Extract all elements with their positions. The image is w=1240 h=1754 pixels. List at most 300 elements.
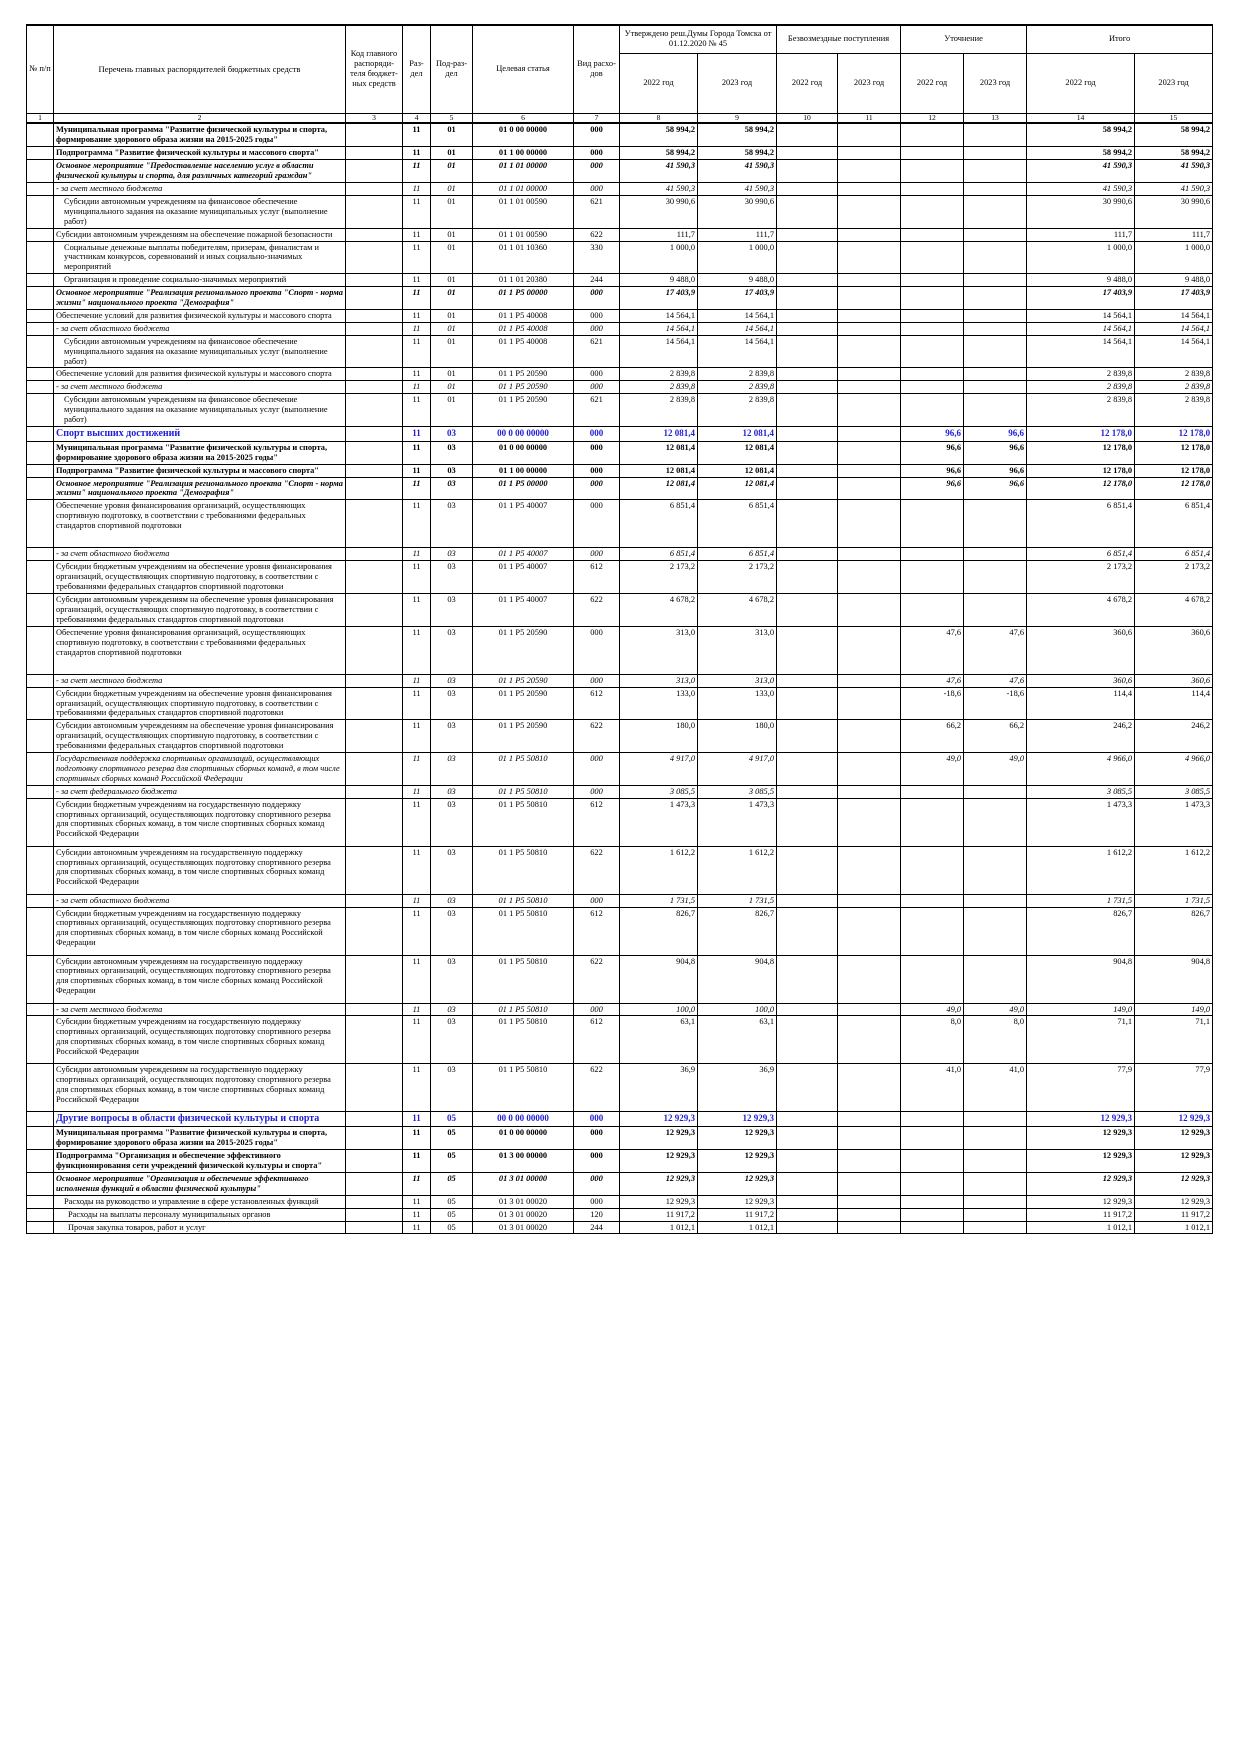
cell-podrazdel: 01 <box>431 274 473 287</box>
cell-refine-2022 <box>901 500 964 548</box>
table-row <box>27 753 1213 786</box>
cell-razdel: 11 <box>403 687 431 720</box>
table-row <box>27 1208 1213 1221</box>
cell-free-2023 <box>838 626 901 674</box>
cell-expense: 000 <box>574 322 620 335</box>
cell-podrazdel: 01 <box>431 335 473 368</box>
cell-approved-2023: 3 085,5 <box>698 785 777 798</box>
cell-total-2023: 2 839,8 <box>1135 381 1213 394</box>
cell-razdel: 11 <box>403 287 431 310</box>
table-row <box>27 1150 1213 1173</box>
cell-name: Субсидии автономным учреждениям на государственную поддержку спортивных организаций, осуществляющих подготовку спортивного резерва для спортивных сборных команд, в том числе спортивных сборных команд Российской Федерации <box>54 846 346 894</box>
cell-approved-2023: 9 488,0 <box>698 274 777 287</box>
cell-approved-2022: 41 590,3 <box>620 182 698 195</box>
cell-name: Субсидии автономным учреждениям на финансовое обеспечение муниципального задания на оказание муниципальных услуг (выполнение работ) <box>54 195 346 228</box>
cell-code <box>346 548 403 561</box>
table-row <box>27 228 1213 241</box>
table-row <box>27 322 1213 335</box>
cell-refine-2023 <box>964 368 1027 381</box>
cell-total-2022: 71,1 <box>1027 1016 1135 1064</box>
cell-expense: 330 <box>574 241 620 274</box>
colnum: 1 <box>27 113 54 123</box>
table-row <box>27 368 1213 381</box>
cell-target: 01 3 01 00020 <box>473 1195 574 1208</box>
cell-name: Муниципальная программа "Развитие физической культуры и спорта, формирование здорового образа жизни на 2015-2025 годы" <box>54 123 346 146</box>
cell-refine-2023 <box>964 309 1027 322</box>
cell-free-2022 <box>777 753 838 786</box>
cell-name: Субсидии бюджетным учреждениям на государственную поддержку спортивных организаций, осуществляющих подготовку спортивного резерва для спортивных сборных команд, в том числе спортивных сборных команд Российской Федерации <box>54 798 346 846</box>
cell-refine-2022 <box>901 1208 964 1221</box>
cell-razdel: 11 <box>403 441 431 464</box>
cell-name: Основное мероприятие "Предоставление населению услуг в области физической культуры и спорта, для различных категорий граждан" <box>54 160 346 183</box>
table-row <box>27 195 1213 228</box>
colnum: 3 <box>346 113 403 123</box>
cell-free-2023 <box>838 561 901 594</box>
cell-free-2023 <box>838 322 901 335</box>
cell-free-2023 <box>838 182 901 195</box>
cell-code <box>346 287 403 310</box>
cell-free-2023 <box>838 753 901 786</box>
colnum: 9 <box>698 113 777 123</box>
cell-free-2022 <box>777 309 838 322</box>
cell-free-2023 <box>838 368 901 381</box>
cell-code <box>346 1208 403 1221</box>
cell-name: Субсидии бюджетным учреждениям на обеспечение уровня финансирования организаций, осуществляющих спортивную подготовку, в соответствии с требованиями федеральных стандартов спортивной подготовки <box>54 561 346 594</box>
colnum: 8 <box>620 113 698 123</box>
cell-refine-2023 <box>964 228 1027 241</box>
cell-total-2023: 2 839,8 <box>1135 368 1213 381</box>
cell-approved-2023: 63,1 <box>698 1016 777 1064</box>
cell-code <box>346 335 403 368</box>
cell-approved-2022: 313,0 <box>620 674 698 687</box>
cell-refine-2022: 49,0 <box>901 753 964 786</box>
cell-code <box>346 785 403 798</box>
cell-expense: 621 <box>574 195 620 228</box>
cell-free-2022 <box>777 274 838 287</box>
cell-free-2022 <box>777 548 838 561</box>
cell-podrazdel: 03 <box>431 955 473 1003</box>
cell-total-2023: 12 178,0 <box>1135 477 1213 500</box>
cell-refine-2022: 41,0 <box>901 1064 964 1112</box>
cell-free-2022 <box>777 381 838 394</box>
cell-total-2022: 30 990,6 <box>1027 195 1135 228</box>
cell-free-2022 <box>777 1172 838 1195</box>
cell-refine-2023: 96,6 <box>964 441 1027 464</box>
cell-razdel: 11 <box>403 464 431 477</box>
cell-total-2022: 6 851,4 <box>1027 500 1135 548</box>
cell-refine-2022 <box>901 195 964 228</box>
cell-total-2023: 4 966,0 <box>1135 753 1213 786</box>
cell-num <box>27 907 54 955</box>
cell-num <box>27 464 54 477</box>
cell-total-2022: 12 929,3 <box>1027 1195 1135 1208</box>
cell-num <box>27 687 54 720</box>
cell-free-2022 <box>777 626 838 674</box>
cell-refine-2022 <box>901 228 964 241</box>
cell-total-2022: 12 929,3 <box>1027 1127 1135 1150</box>
cell-total-2023: 41 590,3 <box>1135 160 1213 183</box>
cell-code <box>346 195 403 228</box>
cell-code <box>346 907 403 955</box>
cell-free-2023 <box>838 894 901 907</box>
cell-approved-2022: 4 678,2 <box>620 593 698 626</box>
cell-code <box>346 1112 403 1127</box>
cell-name: Обеспечение условий для развития физической культуры и массового спорта <box>54 309 346 322</box>
table-row <box>27 907 1213 955</box>
cell-total-2022: 1 473,3 <box>1027 798 1135 846</box>
cell-razdel: 11 <box>403 753 431 786</box>
cell-approved-2022: 313,0 <box>620 626 698 674</box>
cell-expense: 612 <box>574 798 620 846</box>
table-row <box>27 548 1213 561</box>
cell-refine-2023 <box>964 335 1027 368</box>
cell-total-2022: 4 966,0 <box>1027 753 1135 786</box>
cell-free-2022 <box>777 1208 838 1221</box>
cell-code <box>346 309 403 322</box>
cell-total-2023: 11 917,2 <box>1135 1208 1213 1221</box>
cell-total-2022: 14 564,1 <box>1027 335 1135 368</box>
cell-free-2023 <box>838 287 901 310</box>
cell-num <box>27 1150 54 1173</box>
cell-code <box>346 241 403 274</box>
cell-refine-2023: 47,6 <box>964 626 1027 674</box>
cell-free-2023 <box>838 1208 901 1221</box>
colnum: 10 <box>777 113 838 123</box>
cell-target: 01 1 Р5 20590 <box>473 381 574 394</box>
cell-target: 01 1 Р5 40007 <box>473 548 574 561</box>
cell-target: 01 1 Р5 50810 <box>473 955 574 1003</box>
cell-podrazdel: 03 <box>431 500 473 548</box>
table-row <box>27 1064 1213 1112</box>
cell-code <box>346 798 403 846</box>
cell-name: - за счет местного бюджета <box>54 1003 346 1016</box>
table-row <box>27 241 1213 274</box>
cell-razdel: 11 <box>403 1064 431 1112</box>
cell-refine-2023: 41,0 <box>964 1064 1027 1112</box>
cell-approved-2023: 58 994,2 <box>698 147 777 160</box>
cell-refine-2023 <box>964 785 1027 798</box>
header-target: Целевая статья <box>473 25 574 113</box>
cell-name: Прочая закупка товаров, работ и услуг <box>54 1221 346 1234</box>
cell-razdel: 11 <box>403 1112 431 1127</box>
cell-num <box>27 720 54 753</box>
cell-approved-2022: 1 000,0 <box>620 241 698 274</box>
cell-podrazdel: 03 <box>431 441 473 464</box>
cell-free-2022 <box>777 1195 838 1208</box>
colnum: 14 <box>1027 113 1135 123</box>
cell-target: 01 1 01 00590 <box>473 195 574 228</box>
cell-approved-2022: 904,8 <box>620 955 698 1003</box>
cell-total-2022: 360,6 <box>1027 626 1135 674</box>
cell-razdel: 11 <box>403 1016 431 1064</box>
cell-code <box>346 846 403 894</box>
cell-num <box>27 368 54 381</box>
cell-approved-2023: 12 929,3 <box>698 1172 777 1195</box>
cell-expense: 612 <box>574 907 620 955</box>
cell-podrazdel: 03 <box>431 720 473 753</box>
cell-total-2023: 12 929,3 <box>1135 1112 1213 1127</box>
cell-free-2022 <box>777 147 838 160</box>
cell-approved-2023: 6 851,4 <box>698 500 777 548</box>
cell-razdel: 11 <box>403 477 431 500</box>
cell-free-2023 <box>838 228 901 241</box>
cell-target: 01 1 01 00590 <box>473 228 574 241</box>
cell-total-2022: 2 839,8 <box>1027 368 1135 381</box>
cell-refine-2023: 96,6 <box>964 464 1027 477</box>
colnum: 7 <box>574 113 620 123</box>
cell-refine-2022 <box>901 287 964 310</box>
cell-num <box>27 1172 54 1195</box>
cell-free-2022 <box>777 182 838 195</box>
cell-approved-2022: 12 081,4 <box>620 477 698 500</box>
cell-refine-2022 <box>901 160 964 183</box>
cell-approved-2023: 41 590,3 <box>698 182 777 195</box>
cell-refine-2022: 47,6 <box>901 626 964 674</box>
cell-razdel: 11 <box>403 626 431 674</box>
header-code: Код главного распоряди-теля бюджет-ных средств <box>346 25 403 113</box>
cell-num <box>27 1221 54 1234</box>
cell-approved-2023: 1 012,1 <box>698 1221 777 1234</box>
cell-total-2023: 17 403,9 <box>1135 287 1213 310</box>
cell-target: 01 1 Р5 20590 <box>473 368 574 381</box>
cell-razdel: 11 <box>403 548 431 561</box>
cell-free-2022 <box>777 846 838 894</box>
cell-expense: 000 <box>574 160 620 183</box>
cell-total-2023: 1 012,1 <box>1135 1221 1213 1234</box>
cell-podrazdel: 03 <box>431 1003 473 1016</box>
cell-approved-2022: 1 012,1 <box>620 1221 698 1234</box>
cell-podrazdel: 01 <box>431 182 473 195</box>
cell-free-2023 <box>838 907 901 955</box>
cell-total-2022: 246,2 <box>1027 720 1135 753</box>
cell-podrazdel: 03 <box>431 477 473 500</box>
cell-total-2022: 2 839,8 <box>1027 394 1135 427</box>
cell-podrazdel: 05 <box>431 1112 473 1127</box>
cell-razdel: 11 <box>403 322 431 335</box>
cell-expense: 622 <box>574 593 620 626</box>
cell-podrazdel: 01 <box>431 228 473 241</box>
cell-podrazdel: 05 <box>431 1127 473 1150</box>
cell-num <box>27 274 54 287</box>
cell-expense: 622 <box>574 846 620 894</box>
cell-approved-2022: 2 839,8 <box>620 394 698 427</box>
cell-free-2023 <box>838 955 901 1003</box>
cell-razdel: 11 <box>403 907 431 955</box>
cell-num <box>27 785 54 798</box>
cell-razdel: 11 <box>403 394 431 427</box>
cell-total-2022: 77,9 <box>1027 1064 1135 1112</box>
cell-approved-2022: 12 081,4 <box>620 427 698 442</box>
cell-refine-2023 <box>964 548 1027 561</box>
cell-approved-2023: 100,0 <box>698 1003 777 1016</box>
cell-podrazdel: 03 <box>431 464 473 477</box>
cell-name: Обеспечение уровня финансирования организаций, осуществляющих спортивную подготовку, в соответствии с требованиями федеральных стандартов спортивной подготовки <box>54 626 346 674</box>
cell-num <box>27 322 54 335</box>
cell-free-2022 <box>777 894 838 907</box>
cell-expense: 000 <box>574 309 620 322</box>
cell-expense: 612 <box>574 561 620 594</box>
cell-free-2023 <box>838 1112 901 1127</box>
cell-expense: 622 <box>574 955 620 1003</box>
cell-name: Обеспечение условий для развития физической культуры и массового спорта <box>54 368 346 381</box>
cell-code <box>346 1150 403 1173</box>
cell-target: 01 1 01 20380 <box>473 274 574 287</box>
cell-free-2022 <box>777 1112 838 1127</box>
cell-code <box>346 464 403 477</box>
cell-total-2023: 1 731,5 <box>1135 894 1213 907</box>
cell-refine-2023 <box>964 798 1027 846</box>
cell-code <box>346 368 403 381</box>
cell-approved-2023: 12 929,3 <box>698 1150 777 1173</box>
cell-refine-2022 <box>901 274 964 287</box>
cell-total-2023: 30 990,6 <box>1135 195 1213 228</box>
table-row <box>27 1016 1213 1064</box>
cell-target: 01 1 Р5 40007 <box>473 500 574 548</box>
cell-free-2022 <box>777 593 838 626</box>
cell-total-2023: 149,0 <box>1135 1003 1213 1016</box>
cell-approved-2022: 1 612,2 <box>620 846 698 894</box>
cell-num <box>27 626 54 674</box>
cell-total-2022: 17 403,9 <box>1027 287 1135 310</box>
cell-free-2022 <box>777 427 838 442</box>
cell-refine-2022 <box>901 593 964 626</box>
cell-refine-2023: 47,6 <box>964 674 1027 687</box>
cell-name: Социальные денежные выплаты победителям, призерам, финалистам и участникам конкурсов, соревнований и иных социально-значимых мероприятий <box>54 241 346 274</box>
cell-podrazdel: 03 <box>431 427 473 442</box>
cell-free-2023 <box>838 548 901 561</box>
cell-expense: 000 <box>574 674 620 687</box>
table-row <box>27 720 1213 753</box>
cell-free-2023 <box>838 1195 901 1208</box>
cell-target: 01 1 Р5 40008 <box>473 322 574 335</box>
cell-approved-2023: 1 731,5 <box>698 894 777 907</box>
colnum: 4 <box>403 113 431 123</box>
cell-approved-2023: 2 173,2 <box>698 561 777 594</box>
cell-total-2022: 149,0 <box>1027 1003 1135 1016</box>
cell-target: 01 3 01 00000 <box>473 1172 574 1195</box>
cell-total-2022: 826,7 <box>1027 907 1135 955</box>
cell-approved-2022: 4 917,0 <box>620 753 698 786</box>
cell-razdel: 11 <box>403 309 431 322</box>
cell-approved-2022: 2 839,8 <box>620 368 698 381</box>
table-row <box>27 427 1213 442</box>
cell-refine-2023 <box>964 1208 1027 1221</box>
cell-target: 01 1 01 00000 <box>473 182 574 195</box>
cell-total-2022: 114,4 <box>1027 687 1135 720</box>
cell-num <box>27 241 54 274</box>
cell-total-2022: 12 178,0 <box>1027 427 1135 442</box>
cell-podrazdel: 03 <box>431 846 473 894</box>
cell-approved-2022: 58 994,2 <box>620 123 698 146</box>
cell-total-2022: 12 178,0 <box>1027 477 1135 500</box>
cell-target: 00 0 00 00000 <box>473 1112 574 1127</box>
table-header <box>27 25 1213 123</box>
cell-approved-2022: 6 851,4 <box>620 500 698 548</box>
cell-approved-2022: 14 564,1 <box>620 322 698 335</box>
table-body <box>27 123 1213 1233</box>
header-approved-2023: 2023 год <box>698 53 777 113</box>
cell-podrazdel: 01 <box>431 123 473 146</box>
cell-total-2023: 12 929,3 <box>1135 1195 1213 1208</box>
cell-razdel: 11 <box>403 1221 431 1234</box>
cell-expense: 000 <box>574 441 620 464</box>
cell-name: Подпрограмма "Развитие физической культуры и массового спорта" <box>54 147 346 160</box>
cell-approved-2023: 313,0 <box>698 674 777 687</box>
cell-total-2022: 12 929,3 <box>1027 1150 1135 1173</box>
cell-name: Субсидии бюджетным учреждениям на государственную поддержку спортивных организаций, осуществляющих подготовку спортивного резерва для спортивных сборных команд, в том числе сборных команд Российской Федерации <box>54 907 346 955</box>
cell-refine-2022: 96,6 <box>901 441 964 464</box>
cell-total-2022: 41 590,3 <box>1027 182 1135 195</box>
cell-total-2023: 77,9 <box>1135 1064 1213 1112</box>
cell-name: Субсидии автономным учреждениям на обеспечение уровня финансирования организаций, осуществляющих спортивную подготовку, в соответствии с требованиями федеральных стандартов спортивной подготовки <box>54 593 346 626</box>
cell-free-2022 <box>777 907 838 955</box>
cell-free-2023 <box>838 241 901 274</box>
table-row <box>27 441 1213 464</box>
cell-num <box>27 1016 54 1064</box>
table-row <box>27 674 1213 687</box>
table-row <box>27 1127 1213 1150</box>
cell-refine-2023: 96,6 <box>964 427 1027 442</box>
cell-approved-2023: 904,8 <box>698 955 777 1003</box>
cell-approved-2023: 14 564,1 <box>698 322 777 335</box>
cell-approved-2023: 1 473,3 <box>698 798 777 846</box>
cell-expense: 000 <box>574 1112 620 1127</box>
cell-podrazdel: 03 <box>431 1016 473 1064</box>
cell-approved-2023: 12 929,3 <box>698 1112 777 1127</box>
cell-target: 00 0 00 00000 <box>473 427 574 442</box>
cell-code <box>346 381 403 394</box>
cell-total-2022: 1 000,0 <box>1027 241 1135 274</box>
cell-approved-2022: 41 590,3 <box>620 160 698 183</box>
cell-refine-2023: -18,6 <box>964 687 1027 720</box>
cell-approved-2023: 826,7 <box>698 907 777 955</box>
cell-refine-2022 <box>901 907 964 955</box>
cell-refine-2023 <box>964 123 1027 146</box>
cell-approved-2023: 17 403,9 <box>698 287 777 310</box>
table-row <box>27 477 1213 500</box>
cell-name: Субсидии автономным учреждениям на государственную поддержку спортивных организаций, осуществляющих подготовку спортивного резерва для спортивных сборных команд, в том числе спортивных сборных команд Российской Федерации <box>54 1064 346 1112</box>
cell-name: - за счет областного бюджета <box>54 894 346 907</box>
cell-total-2023: 12 178,0 <box>1135 464 1213 477</box>
cell-razdel: 11 <box>403 368 431 381</box>
cell-code <box>346 720 403 753</box>
cell-total-2022: 9 488,0 <box>1027 274 1135 287</box>
cell-code <box>346 123 403 146</box>
cell-approved-2022: 12 929,3 <box>620 1112 698 1127</box>
cell-free-2023 <box>838 274 901 287</box>
cell-refine-2022 <box>901 1172 964 1195</box>
cell-total-2023: 58 994,2 <box>1135 147 1213 160</box>
cell-target: 01 1 Р5 50810 <box>473 798 574 846</box>
cell-expense: 000 <box>574 427 620 442</box>
colnum: 2 <box>54 113 346 123</box>
cell-free-2022 <box>777 674 838 687</box>
table-row <box>27 287 1213 310</box>
cell-name: Субсидии автономным учреждениям на финансовое обеспечение муниципального задания на оказание муниципальных услуг (выполнение работ) <box>54 394 346 427</box>
table-row <box>27 1003 1213 1016</box>
cell-free-2022 <box>777 561 838 594</box>
cell-target: 01 1 Р5 20590 <box>473 687 574 720</box>
cell-code <box>346 1003 403 1016</box>
cell-expense: 000 <box>574 1172 620 1195</box>
cell-num <box>27 477 54 500</box>
cell-approved-2023: 14 564,1 <box>698 335 777 368</box>
cell-refine-2022 <box>901 1112 964 1127</box>
cell-target: 01 1 Р5 50810 <box>473 1003 574 1016</box>
cell-target: 01 1 Р5 20590 <box>473 394 574 427</box>
cell-refine-2023 <box>964 955 1027 1003</box>
cell-free-2022 <box>777 394 838 427</box>
